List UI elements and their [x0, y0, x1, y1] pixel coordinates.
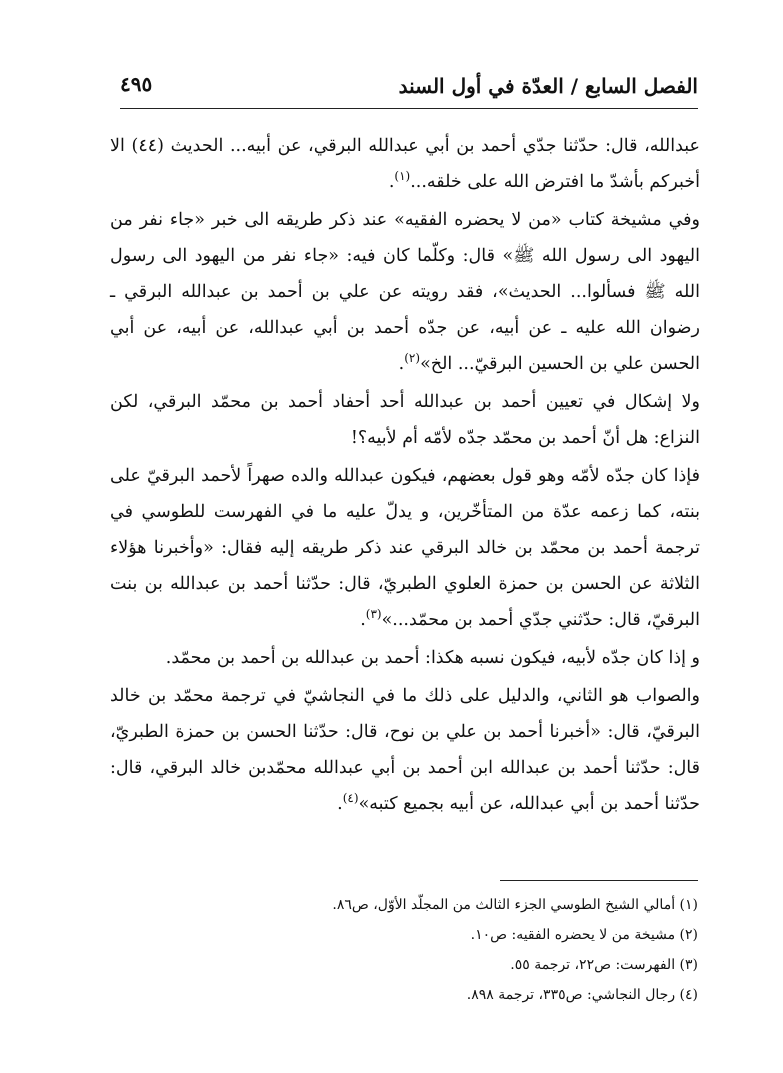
- paragraph: [110, 640, 700, 676]
- paragraph: وفي مشيخة كتاب «من لا يحضره الفقيه» عند ذكر طريقه الى خبر «جاء نفر من اليهود الى رسول الله ﷺ» قال: وكلّما كان فيه: «جاء نفر من اليهود الى رسول الله ﷺ فسألوا... الحديث»، فقد رويته عن علي بن أحمد بن عبدالله البرقي ـ رضوان الله عليه ـ عن أبيه، عن جدّه أحمد بن أبي عبدالله، عن أبيه، عن أبي الحسن علي بن الحسين البرقيّ... الخ»$^{(٢)}$.: [110, 210, 700, 374]
- chapter-title: الفصل السابع / العدّة في أول السند: [398, 74, 698, 98]
- footnote-ref: (٣): [365, 607, 382, 622]
- footnote: (٣) الفهرست: ص٢٢، ترجمة ٥٥.: [510, 957, 698, 973]
- paragraph-text: عبدالله، قال: حدّثنا جدّي أحمد بن أبي عبدالله البرقي، عن أبيه... الحديث (٤٤) الا أخبركم بأشدّ ما افترض الله على خلقه...: [110, 136, 701, 192]
- paragraph-text: ولا إشكال في تعيين أحمد بن عبدالله أحد أحفاد أحمد بن محمّد البرقي، لكن النزاع: هل أنّ أحمد بن محمّد جدّه لأمّه أم لأبيه؟!: [110, 392, 700, 448]
- header-divider: [120, 108, 698, 109]
- paragraph-text: وفي مشيخة كتاب «من لا يحضره الفقيه» عند ذكر طريقه الى خبر «جاء نفر من اليهود الى رسول الله ﷺ» قال: وكلّما كان فيه: «جاء نفر من اليهود الى رسول الله ﷺ فسألوا... الحديث»، فقد رويته عن علي بن أحمد بن عبدالله البرقي ـ رضوان الله عليه ـ عن أبيه، عن جدّه أحمد بن أبي عبدالله، عن أبيه، عن أبي الحسن علي بن الحسين البرقيّ... الخ»: [110, 210, 700, 374]
- footnote-ref: (١): [394, 169, 411, 184]
- footnote-divider: [500, 880, 698, 881]
- paragraph: والصواب هو الثاني، والدليل على ذلك ما في النجاشيّ في ترجمة محمّد بن خالد البرقيّ، قال: «أخبرنا أحمد بن علي بن نوح، قال: حدّثنا الحسن بن حمزة الطبريّ، قال: حدّثنا أحمد بن عبدالله ابن أحمد بن أبي عبدالله محمّدبن خالد البرقي، قال: حدّثنا أحمد بن أبي عبدالله، عن أبيه بجميع كتبه»$^{(٤)}$.: [110, 686, 700, 814]
- footnote: (٢) مشيخة من لا يحضره الفقيه: ص١٠.: [470, 927, 698, 943]
- paragraph: عبدالله، قال: حدّثنا جدّي أحمد بن أبي عبدالله البرقي، عن أبيه... الحديث (٤٤) الا أخبركم بأشدّ ما افترض الله على خلقه...$^{(١)}$.: [110, 136, 701, 192]
- paragraph: فإذا كان جدّه لأمّه وهو قول بعضهم، فيكون عبدالله والده صهراً لأحمد البرقيّ على بنته، كما زعمه عدّة من المتأخّرين، و يدلّ عليه ما في الفهرست للطوسي في ترجمة أحمد بن محمّد بن خالد البرقي عند ذكر طريقه إليه فقال: «وأخبرنا هؤلاء الثلاثة عن الحسن بن حمزة العلوي الطبريّ، قال: حدّثنا أحمد بن عبدالله بن بنت البرقيّ، قال: حدّثني جدّي أحمد بن محمّد...»$^{(٣)}$.: [110, 466, 700, 630]
- footnote-ref: (٢): [404, 351, 421, 366]
- footnote: (١) أمالي الشيخ الطوسي الجزء الثالث من المجلّد الأوّل، ص٨٦.: [332, 897, 698, 913]
- footnote: (٤) رجال النجاشي: ص٣٣٥، ترجمة ٨٩٨.: [466, 987, 698, 1003]
- footnote-ref: (٤): [342, 791, 359, 806]
- paragraph-text: والصواب هو الثاني، والدليل على ذلك ما في النجاشيّ في ترجمة محمّد بن خالد البرقيّ، قال: «أخبرنا أحمد بن علي بن نوح، قال: حدّثنا الحسن بن حمزة الطبريّ، قال: حدّثنا أحمد بن عبدالله ابن أحمد بن أبي عبدالله محمّدبن خالد البرقي، قال: حدّثنا أحمد بن أبي عبدالله، عن أبيه بجميع كتبه»: [110, 686, 700, 814]
- paragraph-text: و إذا كان جدّه لأبيه، فيكون نسبه هكذا: أحمد بن عبدالله بن أحمد بن محمّد.: [165, 648, 700, 668]
- footnotes: [110, 890, 698, 1010]
- main-text: [110, 128, 700, 824]
- paragraph-text: فإذا كان جدّه لأمّه وهو قول بعضهم، فيكون عبدالله والده صهراً لأحمد البرقيّ على بنته، كما زعمه عدّة من المتأخّرين، و يدلّ عليه ما في الفهرست للطوسي في ترجمة أحمد بن محمّد بن خالد البرقي عند ذكر طريقه إليه فقال: «وأخبرنا هؤلاء الثلاثة عن الحسن بن حمزة العلوي الطبريّ، قال: حدّثنا أحمد بن عبدالله بن بنت البرقيّ، قال: حدّثني جدّي أحمد بن محمّد...»: [110, 466, 700, 630]
- page-number: ٤٩٥: [120, 72, 153, 96]
- paragraph: [110, 384, 700, 456]
- running-header: [120, 66, 698, 106]
